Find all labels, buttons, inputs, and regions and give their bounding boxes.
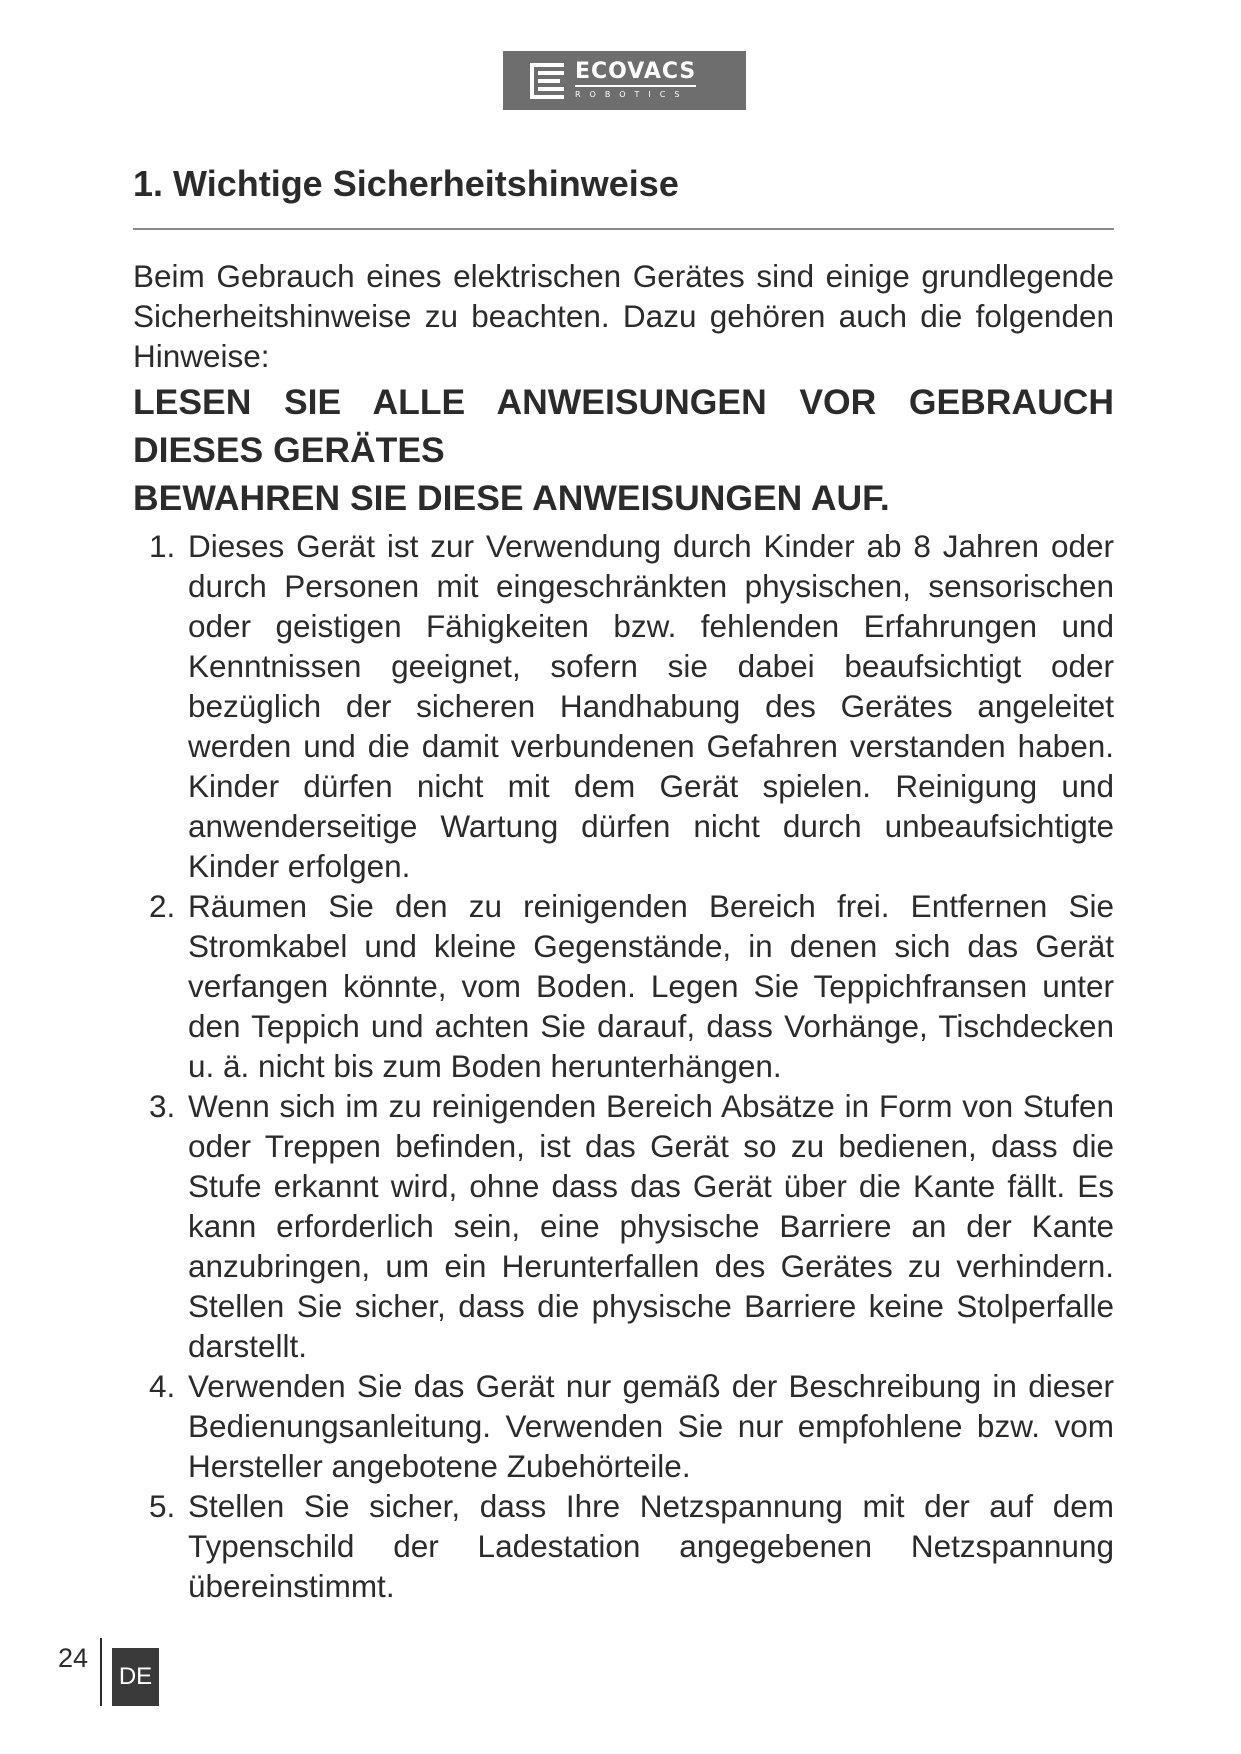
page-number: 24 — [58, 1643, 89, 1673]
logo-wordmark — [575, 60, 696, 101]
brand-subtitle: ROBOTICS — [575, 90, 689, 99]
list-item — [133, 886, 1114, 1086]
title-divider — [133, 228, 1114, 230]
warning-keep-instructions: BEWAHREN SIE DIESE ANWEISUNGEN AUF. — [133, 478, 890, 518]
brand-name: ECOVACS — [575, 60, 696, 87]
list-item-number: 3. — [149, 1088, 176, 1124]
safety-instructions-list — [133, 526, 1114, 1606]
intro-paragraph: Beim Gebrauch eines elektrischen Gerätes sind einige grundlegende Sicherheitshinweise zu beachten. Dazu gehören auch die folgenden Hinweise: — [133, 258, 1114, 374]
list-item-number: 5. — [149, 1488, 176, 1524]
list-item — [133, 1486, 1114, 1606]
list-item-text: Verwenden Sie das Gerät nur gemäß der Beschreibung in dieser Bedienungsanleitung. Verwenden Sie nur empfohlene bzw. vom Hersteller angebotene Zubehörteile. — [188, 1368, 1114, 1484]
list-item-text: Räumen Sie den zu reinigenden Bereich frei. Entfernen Sie Stromkabel und kleine Gegenstände, in denen sich das Gerät verfangen könnte, vom Boden. Legen Sie Teppichfransen unter den Teppich und achten Sie darauf, dass Vorhänge, Tischdecken u. ä. nicht bis zum Boden herunterhängen. — [188, 888, 1114, 1084]
list-item-text: Wenn sich im zu reinigenden Bereich Absätze in Form von Stufen oder Treppen befinden, ist das Gerät so zu bedienen, dass die Stufe erkannt wird, ohne dass das Gerät über die Kante fällt. Es kann erforderlich sein, eine physische Barriere an der Kante anzubringen, um ein Herunterfallen des Gerätes zu verhindern. Stellen Sie sicher, dass die physische Barriere keine Stolperfalle darstellt. — [188, 1088, 1114, 1364]
footer-divider — [100, 1638, 102, 1706]
list-item-text: Stellen Sie sicher, dass Ihre Netzspannung mit der auf dem Typenschild der Ladestation angegebenen Netzspannung übereinstimmt. — [188, 1488, 1114, 1604]
language-badge: DE — [112, 1648, 159, 1706]
list-item-number: 4. — [149, 1368, 176, 1404]
section-title: 1. Wichtige Sicherheitshinweise — [133, 163, 679, 204]
page-content — [133, 162, 1114, 1606]
list-item-number: 2. — [149, 888, 176, 924]
list-item — [133, 1086, 1114, 1366]
list-item-text: Dieses Gerät ist zur Verwendung durch Kinder ab 8 Jahren oder durch Personen mit eingeschränkten physischen, sensorischen oder geistigen Fähigkeiten bzw. fehlenden Erfahrungen und Kenntnissen geeignet, sofern sie dabei beaufsichtigt oder bezüglich der sicheren Handhabung des Gerätes angeleitet werden und die damit verbundenen Gefahren verstanden haben. Kinder dürfen nicht mit dem Gerät spielen. Reinigung und anwenderseitige Wartung dürfen nicht durch unbeaufsichtigte Kinder erfolgen. — [188, 528, 1114, 884]
list-item-number: 1. — [149, 528, 176, 564]
ecovacs-logo-mark-icon — [529, 62, 565, 100]
warning-read-instructions: LESEN SIE ALLE ANWEISUNGEN VOR GEBRAUCH DIESES GERÄTES — [133, 382, 1114, 470]
list-item — [133, 1366, 1114, 1486]
list-item — [133, 526, 1114, 886]
ecovacs-logo — [503, 51, 746, 110]
